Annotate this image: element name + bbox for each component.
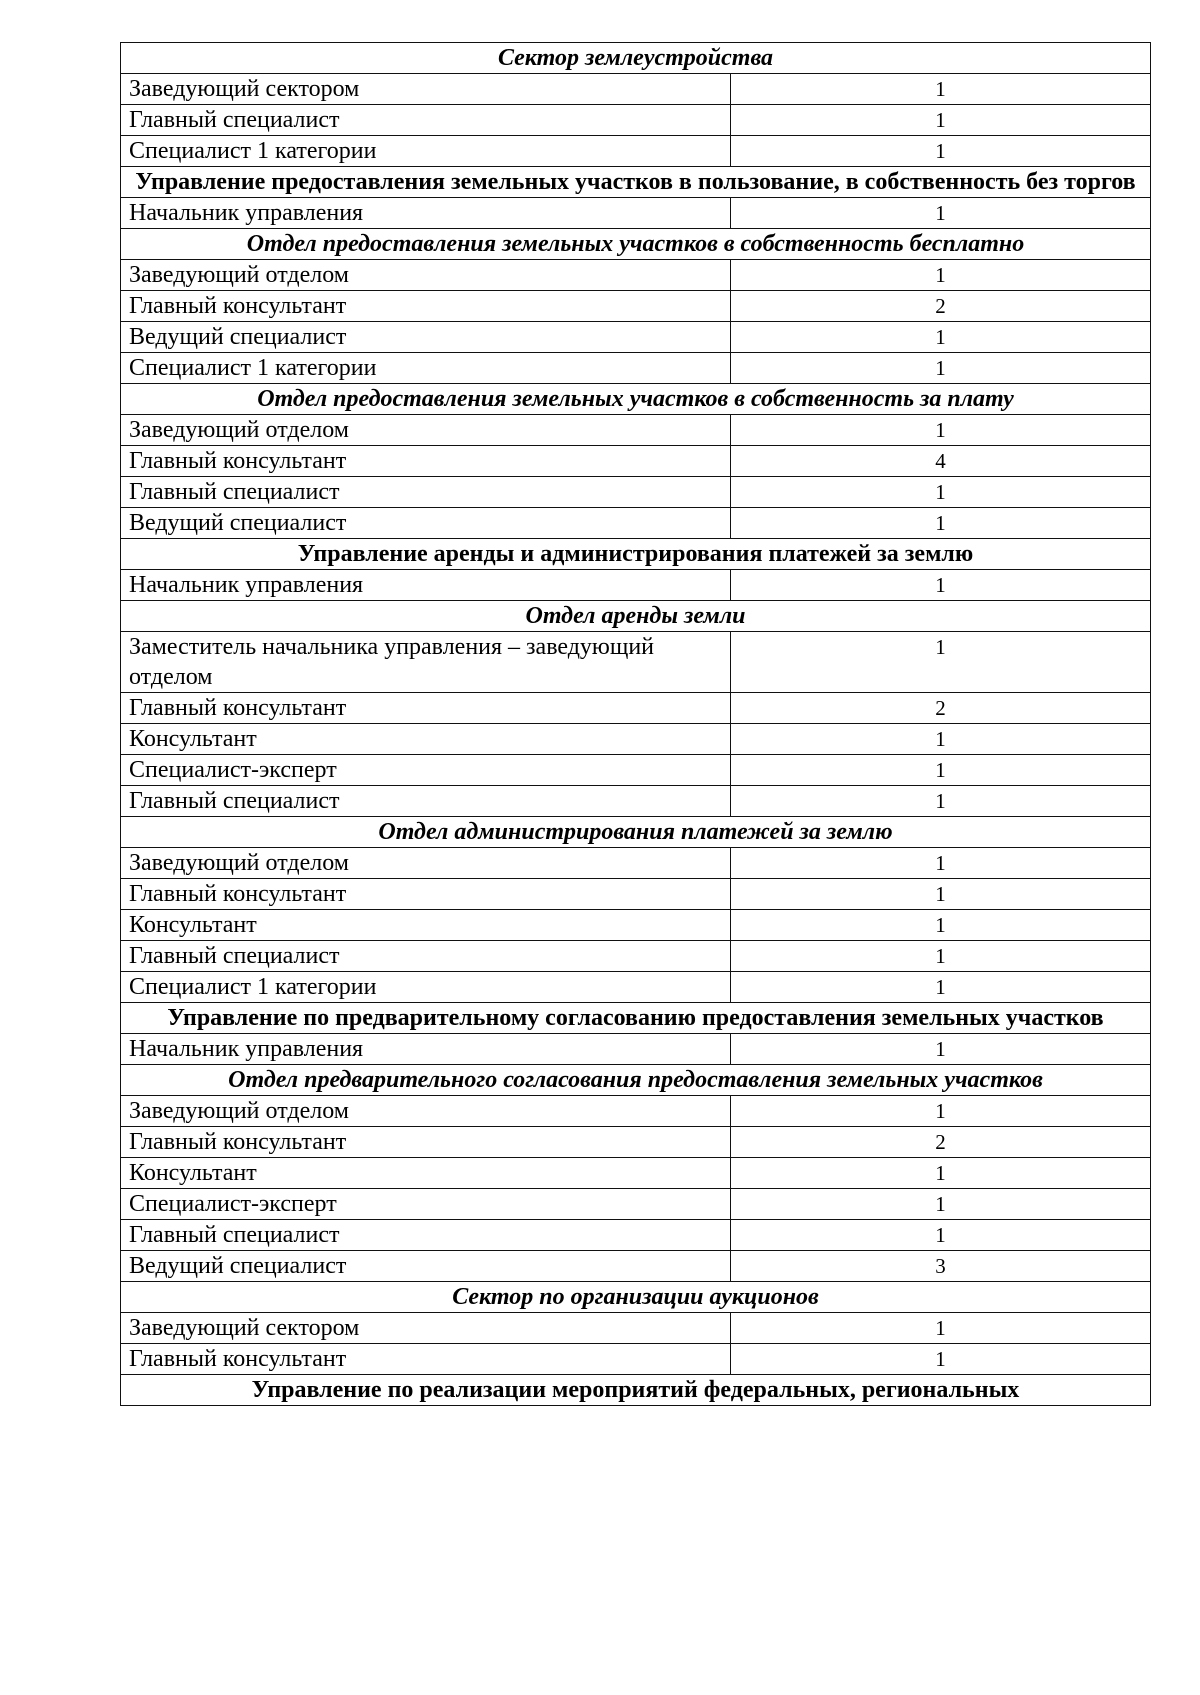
table-row <box>121 260 1151 291</box>
table-row <box>121 1189 1151 1220</box>
position-title: Заведующий отделом <box>121 848 731 879</box>
staff-count: 1 <box>731 1344 1151 1375</box>
table-row <box>121 570 1151 601</box>
table-row <box>121 291 1151 322</box>
table-row <box>121 508 1151 539</box>
position-title: Специалист 1 категории <box>121 353 731 384</box>
table-row <box>121 1158 1151 1189</box>
table-row <box>121 1313 1151 1344</box>
position-title: Начальник управления <box>121 570 731 601</box>
table-row <box>121 755 1151 786</box>
position-title: Главный специалист <box>121 477 731 508</box>
position-title: Главный консультант <box>121 291 731 322</box>
staff-count: 1 <box>731 353 1151 384</box>
department-title: Управление по реализации мероприятий федеральных, региональных <box>121 1375 1151 1406</box>
staff-count: 1 <box>731 74 1151 105</box>
table-row <box>121 910 1151 941</box>
table-row <box>121 105 1151 136</box>
staff-count: 1 <box>731 570 1151 601</box>
table-row <box>121 198 1151 229</box>
division-title: Сектор по организации аукционов <box>121 1282 1151 1313</box>
staff-count: 1 <box>731 322 1151 353</box>
staff-count: 1 <box>731 786 1151 817</box>
staff-count: 1 <box>731 1189 1151 1220</box>
table-row <box>121 1127 1151 1158</box>
staff-count: 1 <box>731 1158 1151 1189</box>
position-title: Заведующий отделом <box>121 415 731 446</box>
position-title: Заведующий отделом <box>121 1096 731 1127</box>
staff-count: 1 <box>731 198 1151 229</box>
division-title: Отдел предварительного согласования предоставления земельных участков <box>121 1065 1151 1096</box>
division-header-row <box>121 43 1151 74</box>
position-title: Главный специалист <box>121 941 731 972</box>
position-title: Главный консультант <box>121 693 731 724</box>
department-title: Управление аренды и администрирования платежей за землю <box>121 539 1151 570</box>
position-title: Начальник управления <box>121 198 731 229</box>
division-header-row <box>121 229 1151 260</box>
position-title: Ведущий специалист <box>121 322 731 353</box>
position-title: Начальник управления <box>121 1034 731 1065</box>
staff-count: 1 <box>731 910 1151 941</box>
staff-count: 3 <box>731 1251 1151 1282</box>
staff-count: 2 <box>731 291 1151 322</box>
position-title: Главный консультант <box>121 1127 731 1158</box>
staff-schedule-table <box>120 42 1151 1406</box>
staff-count: 2 <box>731 693 1151 724</box>
position-title: Главный консультант <box>121 879 731 910</box>
position-title: Консультант <box>121 1158 731 1189</box>
staff-count: 1 <box>731 477 1151 508</box>
department-header-row <box>121 1375 1151 1406</box>
table-row <box>121 786 1151 817</box>
staff-count: 1 <box>731 508 1151 539</box>
staff-count: 4 <box>731 446 1151 477</box>
staff-count: 1 <box>731 972 1151 1003</box>
position-title: Главный специалист <box>121 786 731 817</box>
table-row <box>121 848 1151 879</box>
division-title: Отдел администрирования платежей за землю <box>121 817 1151 848</box>
staff-count: 1 <box>731 105 1151 136</box>
staff-count: 1 <box>731 632 1151 693</box>
staff-count: 1 <box>731 755 1151 786</box>
staff-count: 1 <box>731 415 1151 446</box>
staff-count: 1 <box>731 1034 1151 1065</box>
position-title: Ведущий специалист <box>121 508 731 539</box>
department-title: Управление предоставления земельных участков в пользование, в собственность без торгов <box>121 167 1151 198</box>
staff-count: 1 <box>731 724 1151 755</box>
staff-count: 1 <box>731 136 1151 167</box>
position-title: Специалист 1 категории <box>121 136 731 167</box>
staff-count: 1 <box>731 1096 1151 1127</box>
table-row <box>121 632 1151 693</box>
position-title: Консультант <box>121 724 731 755</box>
position-title: Заведующий отделом <box>121 260 731 291</box>
position-title: Заведующий сектором <box>121 74 731 105</box>
staff-count: 1 <box>731 848 1151 879</box>
position-title: Заведующий сектором <box>121 1313 731 1344</box>
table-row <box>121 724 1151 755</box>
table-row <box>121 941 1151 972</box>
table-row <box>121 446 1151 477</box>
department-header-row <box>121 539 1151 570</box>
department-header-row <box>121 167 1151 198</box>
position-title: Специалист-эксперт <box>121 755 731 786</box>
division-title: Отдел предоставления земельных участков в собственность за плату <box>121 384 1151 415</box>
table-row <box>121 1344 1151 1375</box>
position-title: Главный специалист <box>121 105 731 136</box>
position-title: Главный консультант <box>121 446 731 477</box>
position-title: Специалист-эксперт <box>121 1189 731 1220</box>
division-title: Отдел аренды земли <box>121 601 1151 632</box>
table-row <box>121 1034 1151 1065</box>
division-header-row <box>121 1065 1151 1096</box>
staff-schedule-body <box>121 43 1151 1406</box>
division-header-row <box>121 1282 1151 1313</box>
department-header-row <box>121 1003 1151 1034</box>
staff-count: 1 <box>731 260 1151 291</box>
position-title: Специалист 1 категории <box>121 972 731 1003</box>
table-row <box>121 1220 1151 1251</box>
table-row <box>121 477 1151 508</box>
division-header-row <box>121 817 1151 848</box>
position-title: Консультант <box>121 910 731 941</box>
staff-count: 2 <box>731 1127 1151 1158</box>
table-row <box>121 74 1151 105</box>
table-row <box>121 879 1151 910</box>
position-title: Главный специалист <box>121 1220 731 1251</box>
table-row <box>121 415 1151 446</box>
position-title: Главный консультант <box>121 1344 731 1375</box>
division-header-row <box>121 601 1151 632</box>
table-row <box>121 322 1151 353</box>
table-row <box>121 693 1151 724</box>
department-title: Управление по предварительному согласованию предоставления земельных участков <box>121 1003 1151 1034</box>
table-row <box>121 353 1151 384</box>
division-title: Сектор землеустройства <box>121 43 1151 74</box>
table-row <box>121 136 1151 167</box>
position-title: Ведущий специалист <box>121 1251 731 1282</box>
staff-count: 1 <box>731 879 1151 910</box>
staff-count: 1 <box>731 1220 1151 1251</box>
division-title: Отдел предоставления земельных участков в собственность бесплатно <box>121 229 1151 260</box>
table-row <box>121 1251 1151 1282</box>
division-header-row <box>121 384 1151 415</box>
staff-count: 1 <box>731 1313 1151 1344</box>
table-row <box>121 972 1151 1003</box>
position-title: Заместитель начальника управления – заведующий отделом <box>121 632 731 693</box>
staff-count: 1 <box>731 941 1151 972</box>
table-row <box>121 1096 1151 1127</box>
